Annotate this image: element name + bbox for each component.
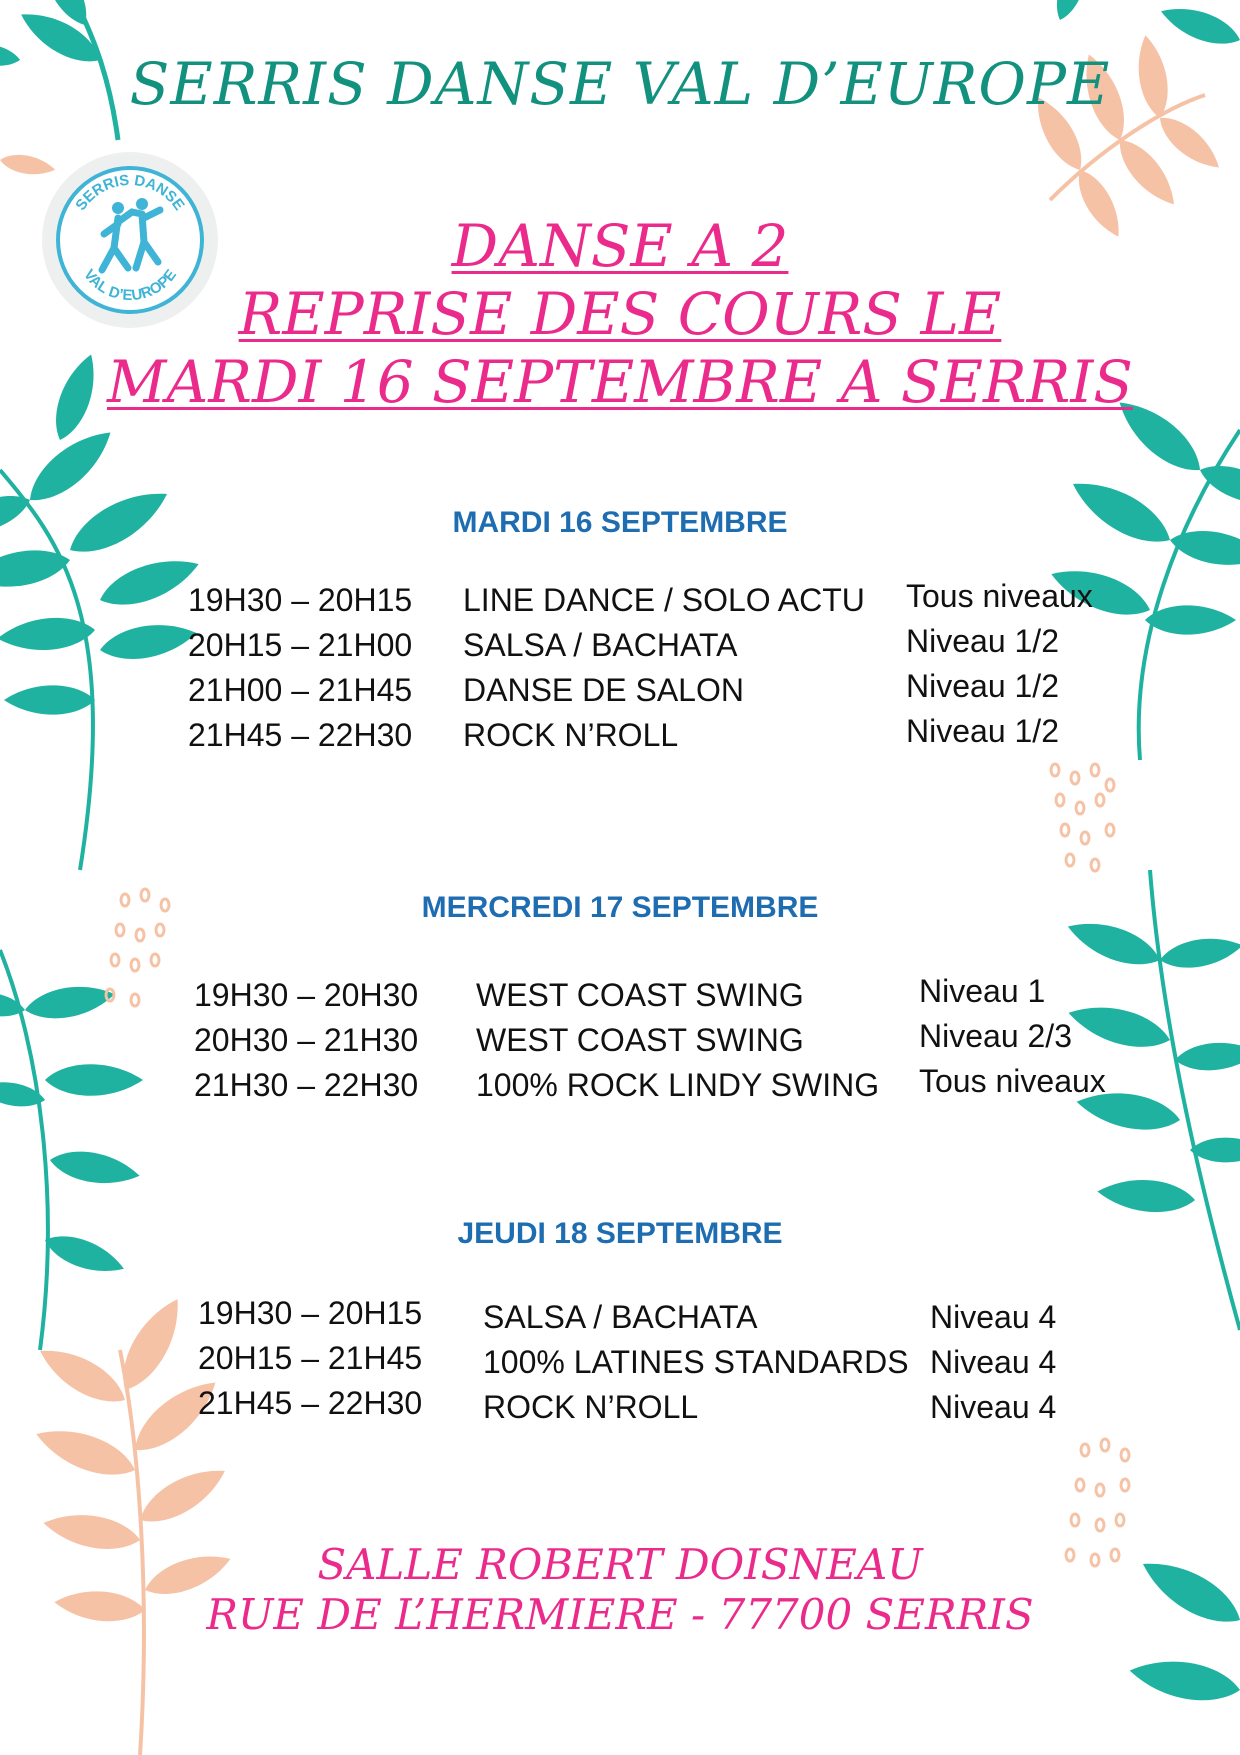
class-time: 21H30 – 22H30 <box>194 1067 419 1103</box>
class-level: Niveau 1 <box>919 973 1046 1009</box>
logo-bottom-text: VAL D’EUROPE <box>79 266 181 305</box>
class-time: 19H30 – 20H15 <box>198 1295 423 1331</box>
class-course: ROCK N’ROLL <box>483 1389 699 1425</box>
class-level: Niveau 1/2 <box>906 623 1059 659</box>
leaf-vine-right-lower <box>1063 870 1240 1330</box>
class-time: 20H15 – 21H45 <box>198 1340 423 1376</box>
class-level: Niveau 4 <box>930 1389 1057 1425</box>
class-course: WEST COAST SWING <box>476 977 804 1013</box>
leaf-vine-left <box>0 349 204 870</box>
class-level: Niveau 1/2 <box>906 668 1059 704</box>
club-title: SERRIS DANSE VAL D’EUROPE <box>129 50 1111 118</box>
class-course: SALSA / BACHATA <box>463 627 738 663</box>
venue-street: RUE DE L’HERMIERE - 77700 SERRIS <box>206 1590 1034 1639</box>
leaf-vine-right-upper <box>1046 390 1240 760</box>
class-level: Niveau 4 <box>930 1344 1057 1380</box>
class-level: Niveau 2/3 <box>919 1018 1072 1054</box>
class-level: Niveau 4 <box>930 1299 1057 1335</box>
headline <box>0 212 1240 416</box>
class-course: 100% LATINES STANDARDS <box>483 1344 909 1380</box>
class-time: 19H30 – 20H15 <box>188 582 413 618</box>
class-course: DANSE DE SALON <box>463 672 744 708</box>
class-course: SALSA / BACHATA <box>483 1299 758 1335</box>
headline-line-2: REPRISE DES COURS LE <box>238 280 1002 348</box>
venue-name: SALLE ROBERT DOISNEAU <box>317 1540 923 1589</box>
class-time: 20H15 – 21H00 <box>188 627 413 663</box>
class-level: Niveau 1/2 <box>906 713 1059 749</box>
class-time: 21H45 – 22H30 <box>188 717 413 753</box>
venue-address <box>0 1540 1240 1640</box>
class-level: Tous niveaux <box>906 578 1093 614</box>
leaf-vine-left-lower <box>0 950 143 1350</box>
class-course: LINE DANCE / SOLO ACTU <box>463 582 865 618</box>
day-heading-tuesday: MARDI 16 SEPTEMBRE <box>452 506 788 539</box>
headline-line-1: DANSE A 2 <box>451 212 789 280</box>
day-heading-thursday: JEUDI 18 SEPTEMBRE <box>457 1217 783 1250</box>
logo-top-text: SERRIS DANSE <box>72 171 188 214</box>
headline-line-3: MARDI 16 SEPTEMBRE A SERRIS <box>107 348 1133 416</box>
class-time: 20H30 – 21H30 <box>194 1022 419 1058</box>
class-time: 21H45 – 22H30 <box>198 1385 423 1421</box>
class-time: 19H30 – 20H30 <box>194 977 419 1013</box>
class-course: WEST COAST SWING <box>476 1022 804 1058</box>
class-time: 21H00 – 21H45 <box>188 672 413 708</box>
day-heading-wednesday: MERCREDI 17 SEPTEMBRE <box>421 891 819 924</box>
peach-dots-clusters <box>106 764 1129 1566</box>
class-level: Tous niveaux <box>919 1063 1106 1099</box>
class-course: 100% ROCK LINDY SWING <box>476 1067 880 1103</box>
class-course: ROCK N’ROLL <box>463 717 679 753</box>
